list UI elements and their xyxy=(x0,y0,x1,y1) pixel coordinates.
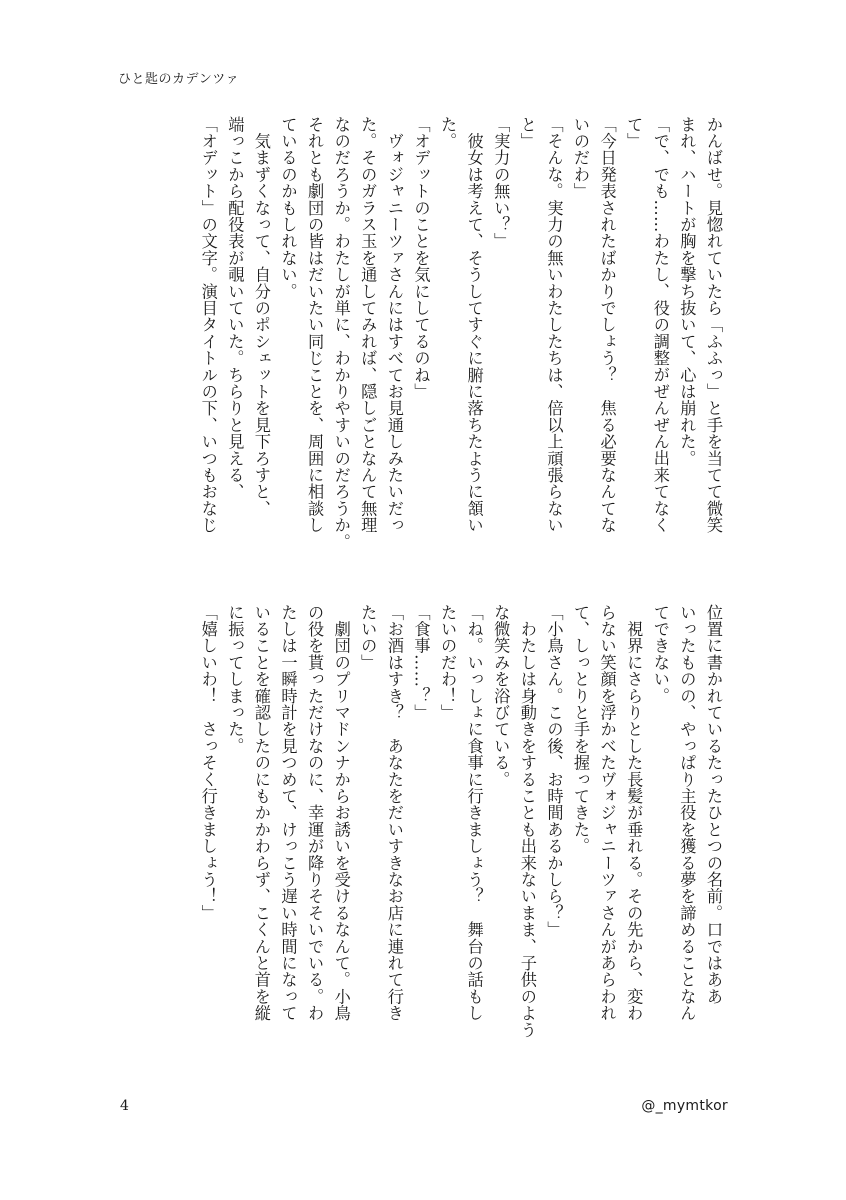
text-line: 「実力の無い？」 xyxy=(491,116,511,250)
text-line: まれ、ハートが胸を撃ち抜いて、心は崩れた。 xyxy=(677,116,697,467)
text-line: 劇団のプリマドンナからお誘いを受けるなんて。小鳥 xyxy=(331,604,351,1022)
text-line: 端っこから配役表が覗いていた。ちらりと見える、 xyxy=(225,116,245,501)
text-line: 「オデットのことを気にしてるのね」 xyxy=(411,116,431,400)
text-line: 気まずくなって、自分のポシェットを見下ろすと、 xyxy=(251,116,271,517)
text-line: 彼女は考えて、そうしてすぐに腑に落ちたように頷い xyxy=(464,116,484,534)
text-line: 「お酒はすき？ あなたをだいすきなお店に連れて行き xyxy=(384,604,404,1022)
text-line: 「食事……？」 xyxy=(411,604,431,721)
text-line: の役を貰っただけなのに、幸運が降りそそいでいる。わ xyxy=(305,604,325,1022)
text-line: た。そのガラス玉を通してみれば、隠しごとなんて無理 xyxy=(358,116,378,534)
text-line: なのだろうか。わたしが単に、わかりやすいのだろうか。 xyxy=(331,116,351,551)
running-header: ひと匙のカデンツァ xyxy=(118,72,240,87)
text-line: ているのかもしれない。 xyxy=(278,116,298,300)
text-line: いのだわ」 xyxy=(571,116,591,200)
text-line: わたしは身動きをすることも出来ないまま、子供のよう xyxy=(517,604,537,1039)
text-line: 「ね。いっしょに食事に行きましょう？ 舞台の話もし xyxy=(464,604,484,1022)
text-line: たしは一瞬時計を見つめて、けっこう遅い時間になって xyxy=(278,604,298,1022)
text-line: て」 xyxy=(624,116,644,150)
text-block-bottom xyxy=(194,604,726,1074)
text-line: それとも劇団の皆はだいたい同じことを、周囲に相談し xyxy=(305,116,325,534)
text-line: らない笑顔を浮かべたヴォジャニーツァさんがあらわれ xyxy=(597,604,617,1022)
text-line: 「そんな。実力の無いわたしたちは、倍以上頑張らない xyxy=(544,116,564,534)
text-block-top xyxy=(194,116,726,586)
text-line: に振ってしまった。 xyxy=(225,604,245,755)
text-line: たいのだわ！」 xyxy=(438,604,458,721)
author-handle: @_mymtkor xyxy=(641,1098,728,1114)
text-line: 「小鳥さん。この後、お時間あるかしら？」 xyxy=(544,604,564,938)
page-number: 4 xyxy=(120,1098,129,1114)
text-line: たいの」 xyxy=(358,604,378,671)
text-line: な微笑みを浴びている。 xyxy=(491,604,511,788)
text-line: た。 xyxy=(438,116,458,150)
text-line: ヴォジャニーツァさんにはすべてお見通しみたいだっ xyxy=(384,116,404,534)
text-line: 「今日発表されたばかりでしょう？ 焦る必要なんてな xyxy=(597,116,617,534)
text-line: 「オデット」の文字。演目タイトルの下、いつもおなじ xyxy=(198,116,218,534)
text-line: かんばせ。見惚れていたら「ふふっ」と手を当てて微笑 xyxy=(704,116,723,534)
text-line: と」 xyxy=(517,116,537,150)
text-line: 「嬉しいわ！ さっそく行きましょう！」 xyxy=(198,604,218,922)
text-line: 視界にさらりとした長髪が垂れる。その先から、変わ xyxy=(624,604,644,1022)
text-line: て、しっとりと手を握ってきた。 xyxy=(571,604,591,855)
text-line: てできない。 xyxy=(650,604,670,705)
text-line: いったものの、やっぱり主役を獲る夢を諦めることなん xyxy=(677,604,697,1022)
text-line: 位置に書かれているたったひとつの名前。口ではああ xyxy=(704,604,723,1005)
text-line: 「で、でも……わたし、役の調整がぜんぜん出来てなく xyxy=(650,116,670,534)
text-line: いることを確認したのにもかかわらず、こくんと首を縦 xyxy=(251,604,271,1022)
